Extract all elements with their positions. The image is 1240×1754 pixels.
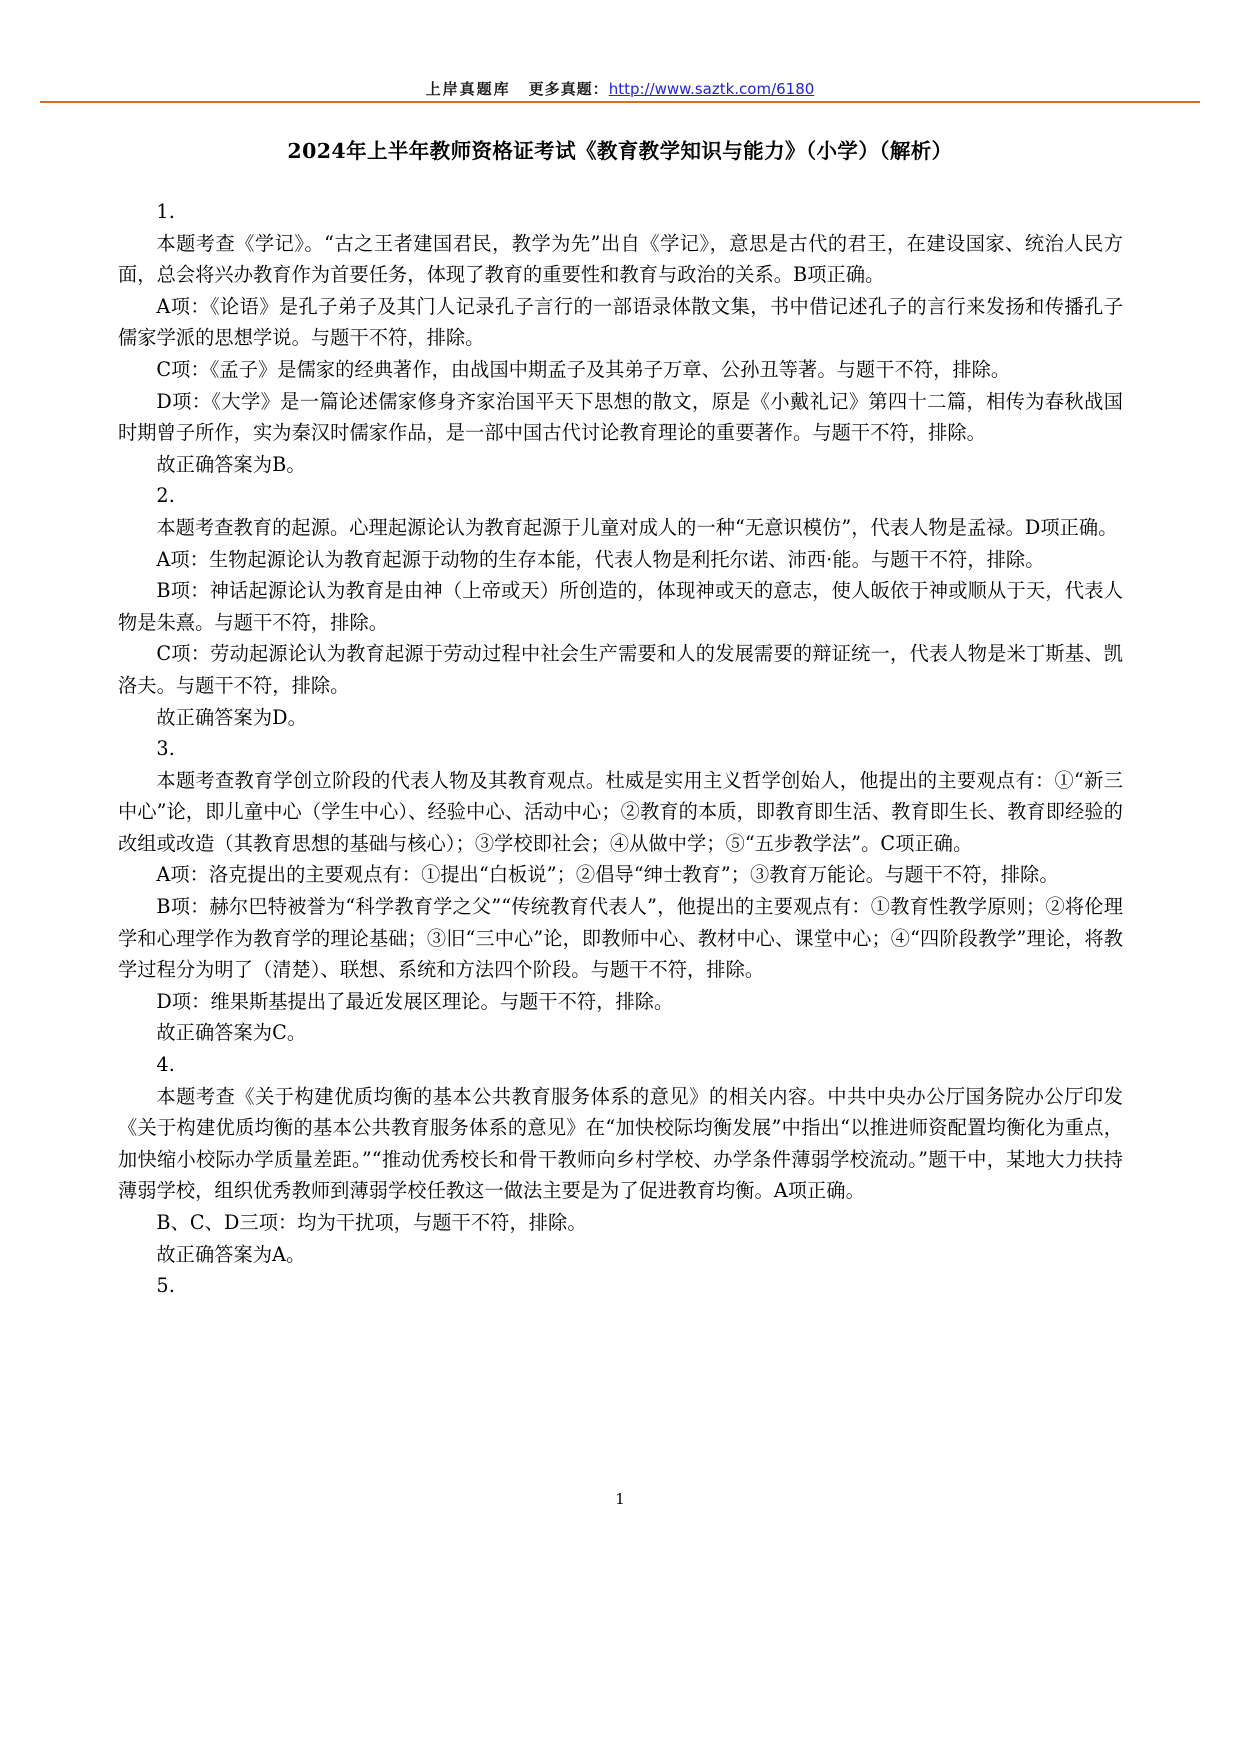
question-number: 5.	[156, 1274, 175, 1298]
explanation-paragraph: C项：《孟子》是儒家的经典著作，由战国中期孟子及其弟子万章、公孙丑等著。与题干不符，排除。	[156, 357, 1011, 381]
page-header	[0, 78, 1240, 99]
page-number-footer: 1	[615, 1490, 625, 1508]
explanation-paragraph: 故正确答案为B。	[156, 452, 306, 476]
explanation-paragraph: B、C、D三项：均为干扰项，与题干不符，排除。	[156, 1211, 587, 1234]
explanation-paragraph: 本题考查《关于构建优质均衡的基本公共教育服务体系的意见》的相关内容。中共中央办公厅国务院办公厅印发《关于构建优质均衡的基本公共教育服务体系的意见》在“加快校际均衡发展”中指出“以推进师资配置均衡化为重点，加快缩小校际办学质量差距。”“推动优秀校长和骨干教师向乡村学校、办学条件薄弱学校流动。”题干中，某地大力扶持薄弱学校，组织优秀教师到薄弱学校任教这一做法主要是为了促进教育均衡。A项正确。	[118, 1084, 1123, 1203]
explanation-paragraph: A项：《论语》是孔子弟子及其门人记录孔子言行的一部语录体散文集，书中借记述孔子的言行来发扬和传播孔子儒家学派的思想学说。与题干不符，排除。	[118, 294, 1123, 350]
explanation-paragraph: A项：生物起源论认为教育起源于动物的生存本能，代表人物是利托尔诺、沛西·能。与题干不符，排除。	[156, 547, 1045, 571]
explanation-paragraph: 本题考查《学记》。“古之王者建国君民，教学为先”出自《学记》，意思是古代的君王，在建设国家、统治人民方面，总会将兴办教育作为首要任务，体现了教育的重要性和教育与政治的关系。B项正确。	[118, 231, 1123, 287]
document-body	[118, 196, 1123, 1302]
header-divider-rule	[40, 101, 1200, 103]
explanation-paragraph: 故正确答案为C。	[156, 1021, 307, 1045]
explanation-paragraph: C项：劳动起源论认为教育起源于劳动过程中社会生产需要和人的发展需要的辩证统一，代表人物是米丁斯基、凯洛夫。与题干不符，排除。	[118, 642, 1123, 697]
explanation-paragraph: 本题考查教育学创立阶段的代表人物及其教育观点。杜威是实用主义哲学创始人，他提出的主要观点有：①“新三中心”论，即儿童中心（学生中心）、经验中心、活动中心；②教育的本质，即教育即生活、教育即生长、教育即经验的改组或改造（其教育思想的基础与核心）；③学校即社会；④从做中学；⑤“五步教学法”。C项正确。	[118, 768, 1123, 855]
explanation-paragraph: B项：赫尔巴特被誉为“科学教育学之父”“传统教育代表人”，他提出的主要观点有：①教育性教学原则；②将伦理学和心理学作为教育学的理论基础；③旧“三中心”论，即教师中心、教材中心、课堂中心；④“四阶段教学”理论，将教学过程分为明了（清楚）、联想、系统和方法四个阶段。与题干不符，排除。	[118, 895, 1123, 982]
site-brand-label: 上岸真题库	[425, 80, 511, 98]
question-number: 1.	[156, 200, 175, 223]
question-number: 4.	[156, 1053, 175, 1077]
more-questions-label: 更多真题：	[528, 80, 609, 98]
explanation-paragraph: A项：洛克提出的主要观点有：①提出“白板说”；②倡导“绅士教育”；③教育万能论。与题干不符，排除。	[156, 863, 1059, 887]
question-number: 2.	[156, 484, 175, 508]
explanation-paragraph: 本题考查教育的起源。心理起源论认为教育起源于儿童对成人的一种“无意识模仿”，代表人物是孟禄。D项正确。	[156, 515, 1118, 539]
explanation-paragraph: 故正确答案为D。	[156, 705, 307, 729]
explanation-paragraph: B项：神话起源论认为教育是由神（上帝或天）所创造的，体现神或天的意志，使人皈依于神或顺从于天，代表人物是朱熹。与题干不符，排除。	[118, 579, 1123, 634]
explanation-paragraph: D项：《大学》是一篇论述儒家修身齐家治国平天下思想的散文，原是《小戴礼记》第四十二篇，相传为春秋战国时期曾子所作，实为秦汉时儒家作品，是一部中国古代讨论教育理论的重要著作。与题干不符，排除。	[118, 389, 1123, 445]
page-title: 2024年上半年教师资格证考试《教育教学知识与能力》（小学）（解析）	[287, 139, 953, 163]
explanation-paragraph: 故正确答案为A。	[156, 1242, 306, 1266]
explanation-paragraph: D项：维果斯基提出了最近发展区理论。与题干不符，排除。	[156, 989, 674, 1013]
question-number: 3.	[156, 737, 175, 761]
site-url-link[interactable]: http://www.saztk.com/6180	[608, 80, 815, 98]
